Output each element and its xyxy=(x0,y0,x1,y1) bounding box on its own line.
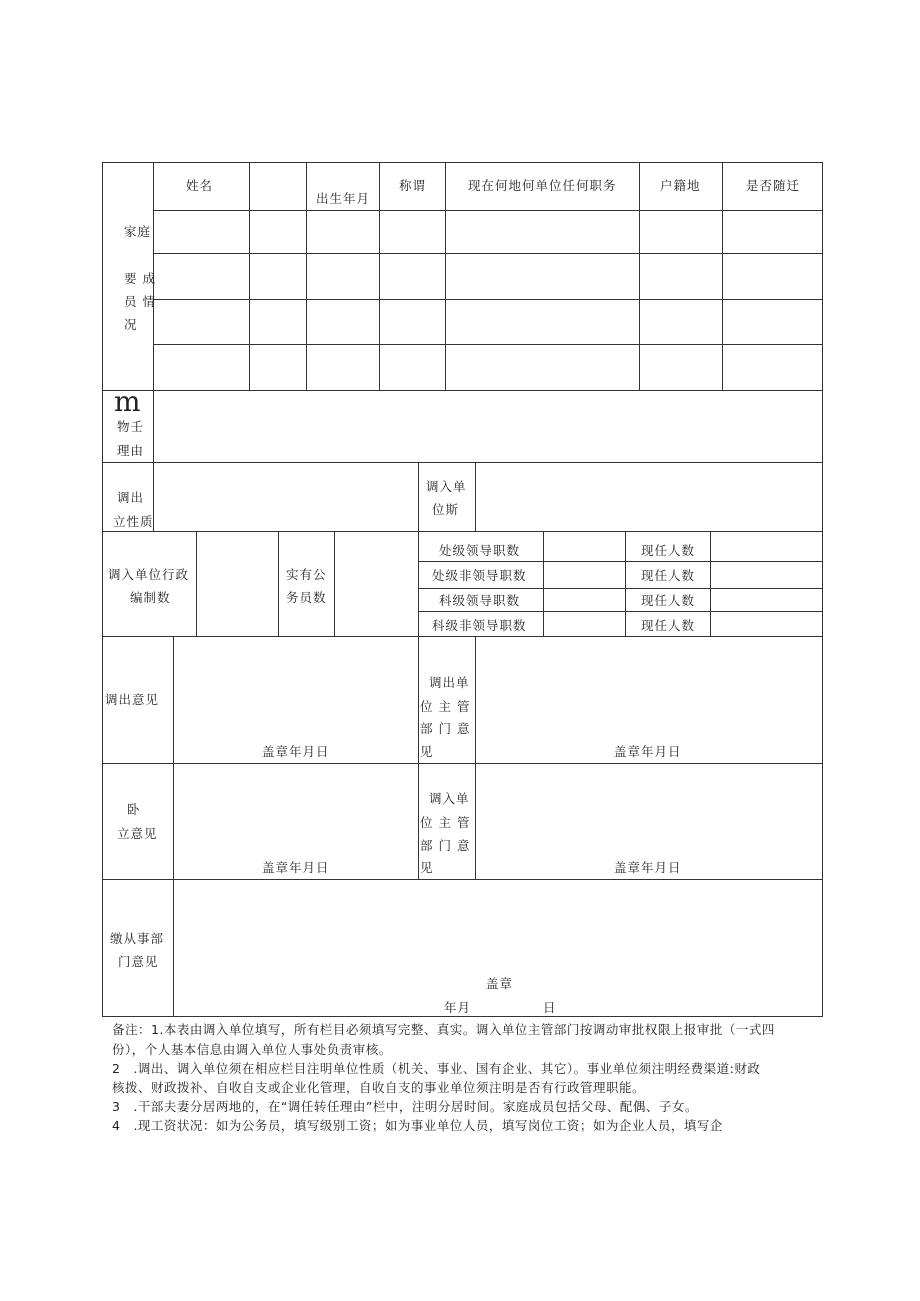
rule xyxy=(543,531,544,636)
current-count-label: 现任人数 xyxy=(641,568,696,583)
note-line: 备注：1.本表由调入单位填写，所有栏目必须填写完整、真实。调入单位主管部门按调动审批权限上报审批（一式四 xyxy=(112,1022,775,1037)
rule xyxy=(710,531,711,636)
header-follow: 是否随迁 xyxy=(746,178,801,193)
position-quota-label: 科级非领导职数 xyxy=(432,618,527,633)
position-quota-label: 处级非领导职数 xyxy=(432,568,527,583)
rule xyxy=(102,879,823,880)
stamp-date: 盖章年月日 xyxy=(614,860,682,875)
header-position: 现在何地何单位任何职务 xyxy=(468,178,617,193)
stamp-date: 盖章年月日 xyxy=(614,744,682,759)
current-count-label: 现任人数 xyxy=(641,593,696,608)
note-line: 核拨、财政拨补、自收自支或企业化管理，自收自支的事业单位须注明是否有行政管理职能。 xyxy=(112,1080,646,1095)
rule xyxy=(102,162,823,163)
position-quota-label: 处级领导职数 xyxy=(439,543,521,558)
rule xyxy=(153,390,154,462)
in-dept-label-line3: 部 门 意 xyxy=(420,838,471,853)
position-quota-label: 科级领导职数 xyxy=(439,593,521,608)
header-name: 姓名 xyxy=(186,178,214,193)
rule xyxy=(418,611,823,612)
in-unit-label-line1: 调入单 xyxy=(426,479,467,494)
note-line: 4 .现工资状况：如为公务员，填写级别工资；如为事业单位人员，填写岗位工资；如为企业人员，填写企 xyxy=(112,1118,723,1133)
rule xyxy=(334,531,335,636)
rule xyxy=(445,162,446,390)
rule xyxy=(102,162,103,1017)
out-dept-label-line1: 调出单 xyxy=(429,675,470,690)
out-unit-label-line1: 调出 xyxy=(117,490,145,505)
family-label-line1: 家庭 xyxy=(124,224,152,239)
reason-label-line1: 物壬 xyxy=(117,419,145,434)
rule xyxy=(418,588,823,589)
in-opinion-label-line1: 卧 xyxy=(127,802,141,817)
rule xyxy=(278,531,279,636)
day-label: 日 xyxy=(543,1000,557,1015)
hr-opinion-label-line2: 门意见 xyxy=(118,954,159,969)
in-dept-label-line4: 见 xyxy=(420,860,434,875)
in-unit-label-line2: 位斯 xyxy=(432,502,460,517)
out-dept-label-line3: 部 门 意 xyxy=(420,721,471,736)
seal-label: 盖章 xyxy=(486,976,514,991)
actual-staff-label-line1: 实有公 xyxy=(286,567,327,582)
rule xyxy=(102,390,823,391)
in-opinion-label-line2: 立意见 xyxy=(117,826,158,841)
year-month-label: 年月 xyxy=(444,1000,472,1015)
rule xyxy=(639,162,640,390)
rule xyxy=(722,162,723,390)
actual-staff-label-line2: 务员数 xyxy=(286,590,327,605)
rule xyxy=(418,462,419,531)
rule xyxy=(306,162,307,390)
in-dept-label-line2: 位 主 管 xyxy=(420,815,471,830)
rule xyxy=(822,162,823,1017)
rule xyxy=(418,636,419,879)
rule xyxy=(418,561,823,562)
in-dept-label-line1: 调入单 xyxy=(429,791,470,806)
family-label-line3: 员 情 xyxy=(124,294,156,309)
current-count-label: 现任人数 xyxy=(641,618,696,633)
out-unit-label-line2: 立性质 xyxy=(113,514,154,529)
family-label-line4: 况 xyxy=(124,317,138,332)
note-line: 份），个人基本信息由调入单位人事处负责审核。 xyxy=(112,1042,392,1057)
staffing-label-line1: 调入单位行政 xyxy=(108,567,190,582)
reason-glyph: m xyxy=(114,385,141,418)
rule xyxy=(475,462,476,531)
rule xyxy=(102,462,823,463)
stamp-date: 盖章年月日 xyxy=(262,860,330,875)
out-dept-label-line2: 位 主 管 xyxy=(420,699,471,714)
rule xyxy=(102,763,823,764)
reason-label-line2: 理由 xyxy=(117,443,145,458)
rule xyxy=(196,531,197,636)
rule xyxy=(102,1016,823,1017)
rule xyxy=(102,531,823,532)
rule xyxy=(625,531,626,636)
stamp-date: 盖章年月日 xyxy=(262,744,330,759)
family-label-line2: 要 成 xyxy=(124,271,156,286)
out-dept-label-line4: 见 xyxy=(420,744,434,759)
note-line: 3 .干部夫妻分居两地的，在“调任转任理由”栏中，注明分居时间。家庭成员包括父母、配偶、子女。 xyxy=(112,1099,698,1114)
note-line: 2 .调出、调入单位须在相应栏目注明单位性质（机关、事业、国有企业、其它）。事业单位须注明经费渠道:财政 xyxy=(112,1061,761,1076)
header-birth: 出生年月 xyxy=(316,191,371,206)
rule xyxy=(418,531,419,636)
staffing-label-line2: 编制数 xyxy=(130,590,171,605)
out-opinion-label: 调出意见 xyxy=(105,692,160,707)
header-hukou: 户籍地 xyxy=(660,178,701,193)
rule xyxy=(379,162,380,390)
rule xyxy=(173,636,174,1016)
current-count-label: 现任人数 xyxy=(641,543,696,558)
hr-opinion-label-line1: 缴从事部 xyxy=(110,931,165,946)
header-title: 称谓 xyxy=(399,178,427,193)
rule xyxy=(102,636,823,637)
rule xyxy=(249,162,250,390)
rule xyxy=(475,636,476,879)
